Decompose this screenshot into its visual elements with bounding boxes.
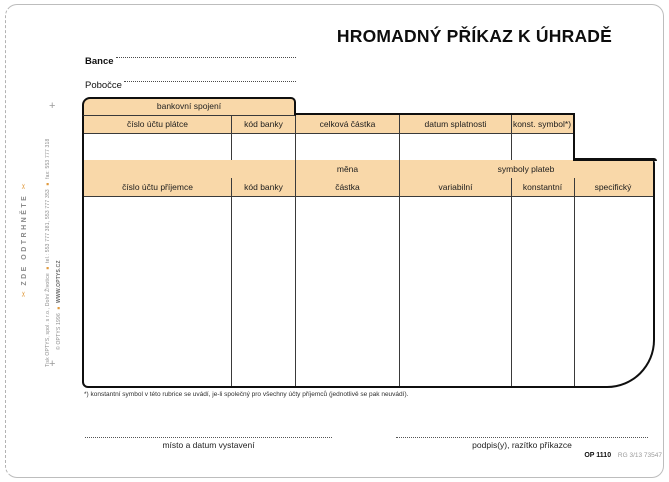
form-codes: [450, 452, 662, 459]
branch-label: Pobočce: [85, 80, 122, 91]
col-variable-symbol: variabilní: [438, 182, 473, 192]
scissors-icon: ✂: [21, 182, 28, 190]
separator-square-icon: ■: [45, 266, 50, 270]
column-divider: [511, 115, 512, 160]
column-divider: [511, 178, 512, 386]
tear-here-strip: [20, 182, 28, 297]
separator-square-icon: ■: [45, 182, 50, 186]
signature-block: [396, 430, 648, 450]
column-divider: [231, 178, 232, 386]
constant-symbol-footnote: *) konstantní symbol v této rubrice se uvádí, je-li společný pro všechny účty příjemců (jednotlivě se pak neuvádí).: [84, 391, 409, 398]
printer-company: Tisk OPTYS, spol. s r.o., Dolní Životice: [45, 273, 51, 367]
signature-label: podpis(y), razítko příkazce: [472, 440, 572, 450]
col-payer-account: číslo účtu plátce: [127, 119, 188, 129]
column-divider: [399, 160, 400, 386]
place-date-label: místo a datum vystavení: [162, 440, 255, 450]
payees-header-row: [84, 178, 653, 197]
form-number: OP 1110: [584, 452, 612, 459]
printer-tel: tel.: 553 777 381, 553 777 353: [45, 189, 51, 263]
border-step: [573, 158, 657, 161]
place-date-block: [85, 430, 332, 450]
registration-mark-top: +: [49, 100, 56, 112]
col-due-date: datum splatnosti: [424, 119, 487, 129]
col-amount: částka: [335, 182, 360, 192]
col-bank-code: kód banky: [244, 119, 283, 129]
scissors-icon: ✂: [21, 290, 28, 297]
bank-label: Bance: [85, 56, 114, 67]
signature-line: [396, 430, 648, 438]
bank-field: [116, 48, 296, 58]
form-title: HROMADNÝ PŘÍKAZ K ÚHRADĚ: [336, 26, 612, 46]
print-code: RG 3/13 73547: [617, 452, 662, 459]
payer-table: [82, 113, 575, 160]
place-date-line: [85, 430, 332, 438]
registration-mark-bottom: +: [49, 358, 56, 370]
separator-square-icon: ■: [56, 306, 61, 310]
column-divider: [574, 178, 575, 386]
col-constant-symbol: konstantní: [522, 182, 563, 192]
printer-copyright-line: [56, 260, 62, 350]
column-divider: [399, 115, 400, 160]
printer-website: WWW.OPTYS.CZ: [56, 260, 62, 303]
payees-band-row: [84, 160, 653, 179]
payment-symbols-header: symboly plateb: [497, 164, 555, 174]
column-divider: [231, 115, 232, 160]
branch-field: [124, 72, 296, 82]
tear-here-label: ZDE ODTRHNĚTE: [21, 193, 28, 286]
col-bank-code: kód banky: [244, 182, 283, 192]
col-const-symbol: konst. symbol*): [512, 119, 572, 129]
col-payee-account: číslo účtu příjemce: [122, 182, 193, 192]
printer-info-line: [45, 139, 51, 367]
printer-fax: fax: 553 777 318: [45, 138, 51, 179]
column-divider: [295, 115, 296, 160]
col-specific-symbol: specifický: [594, 182, 632, 192]
column-divider: [295, 160, 296, 386]
bank-connection-tab: bankovní spojení: [82, 97, 296, 116]
currency-header: měna: [336, 164, 359, 174]
col-total-amount: celková částka: [319, 119, 376, 129]
payees-table: [82, 160, 655, 388]
payer-header-row: [84, 115, 573, 134]
printer-copyright: © OPTYS 1996: [56, 313, 62, 350]
